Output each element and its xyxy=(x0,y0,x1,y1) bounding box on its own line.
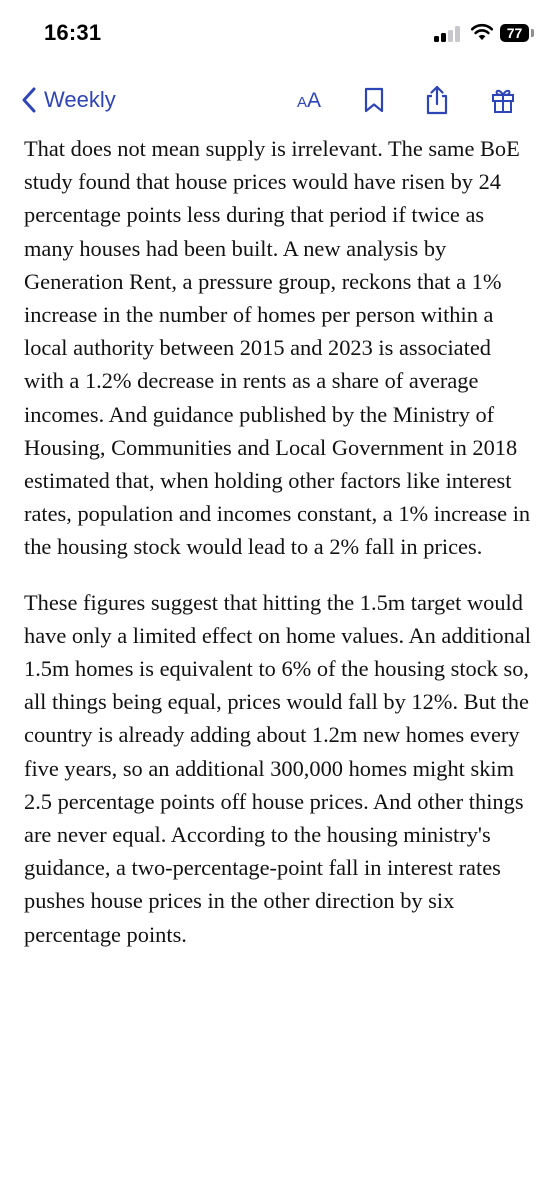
status-bar xyxy=(0,0,554,70)
gift-icon xyxy=(490,86,516,114)
article-paragraph: These figures suggest that hitting the 1.5m target would have only a limited effect on home values. An additional 1.5m homes is equivalent to 6% of the housing stock so, all things being equal, prices would fall by 12%. But the country is already adding about 1.2m new homes every five years, so an additional 300,000 homes might skim 2.5 percentage points off house prices. And other things are never equal. According to the housing ministry's guidance, a two-percentage-point fall in interest rates pushes house prices in the other direction by six percentage points. xyxy=(24,589,531,947)
gift-button[interactable] xyxy=(485,82,521,118)
text-size-icon: AA xyxy=(296,88,322,112)
back-button[interactable] xyxy=(22,82,116,118)
article-paragraph: That does not mean supply is irrelevant. The same BoE study found that house prices would have risen by 24 percentage points less during that period if twice as many houses had been built. A new analysis by Generation Rent, a pressure group, reckons that a 1% increase in the number of homes per person within a local authority between 2015 and 2023 is associated with a 1.2% decrease in rents as a share of average incomes. And guidance published by the Ministry of Housing, Communities and Local Government in 2018 estimated that, when holding other factors like interest rates, population and incomes constant, a 1% increase in the housing stock would lead to a 2% fall in prices. xyxy=(24,136,531,560)
bookmark-button[interactable] xyxy=(356,82,392,118)
share-icon xyxy=(424,85,450,115)
back-label: Weekly xyxy=(44,87,116,112)
battery-icon xyxy=(500,24,529,42)
signal-icon xyxy=(434,26,462,42)
bookmark-icon xyxy=(363,87,385,113)
text-size-button[interactable] xyxy=(291,82,327,118)
status-time: 16:31 xyxy=(44,20,102,45)
nav-bar xyxy=(0,72,554,128)
chevron-left-icon xyxy=(22,87,36,113)
battery-level: 77 xyxy=(506,25,523,41)
article-body xyxy=(24,132,536,973)
share-button[interactable] xyxy=(419,82,455,118)
wifi-icon xyxy=(470,22,494,42)
battery-cap xyxy=(531,29,534,37)
